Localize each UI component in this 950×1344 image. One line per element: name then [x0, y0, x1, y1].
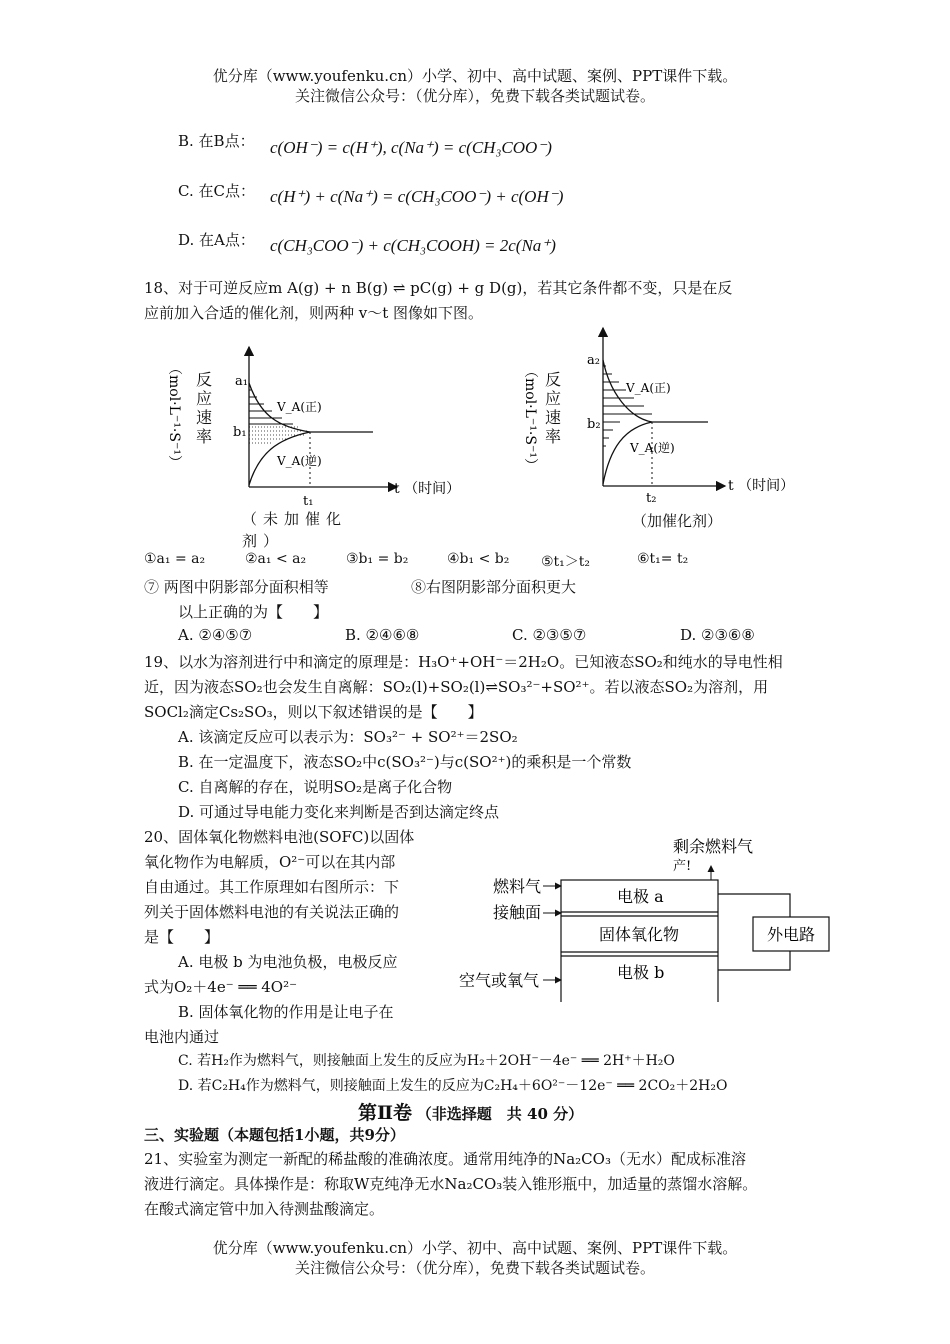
t2-label: t₂: [646, 491, 657, 506]
statement-4: ④b₁ < b₂: [447, 551, 510, 567]
q17-option-c-label: C. 在C点：: [178, 182, 255, 200]
q18-option-a: A. ②④⑤⑦: [178, 626, 253, 644]
t1-label: t₁: [303, 494, 314, 509]
q20-option-d: D. 若C₂H₄作为燃料气，则接触面上发生的反应为C₂H₄＋6O²⁻－12e⁻ ══ 2CO₂＋2H₂O: [178, 1078, 728, 1094]
q20-option-c: C. 若H₂作为燃料气，则接触面上发生的反应为H₂＋2OH⁻－4e⁻ ══ 2H⁺＋H₂O: [178, 1053, 675, 1069]
footer-line-2: 关注微信公众号：（优分库），免费下载各类试题试卷。: [294, 1259, 655, 1277]
q17-option-c-formula: c(H⁺) + c(Na⁺) = c(CH₃COO⁻) + c(OH⁻): [270, 187, 564, 206]
q19-stem-2: 近，因为液态SO₂也会发生自离解：SO₂(l)+SO₂(l)⇌SO₃²⁻+SO²⁺。若以液态SO₂为溶剂，用: [144, 678, 769, 696]
q18-prompt: 以上正确的为【 】: [178, 603, 329, 621]
q18-stem-line-2: 应前加入合适的催化剂，则两种 v～t 图像如下图。: [144, 304, 484, 322]
a2-label: a₂: [587, 353, 600, 368]
reverse-label: V_A(逆): [630, 441, 675, 455]
q19-option-c: C. 自离解的存在，说明SO₂是离子化合物: [178, 778, 453, 796]
left-caption: （未加催化剂）: [242, 510, 348, 550]
q20-stem-1: 20、固体氧化物燃料电池(SOFC)以固体: [144, 828, 415, 846]
x-axis-label: t （时间）: [394, 481, 461, 497]
footer-line-1: 优分库（www.youfenku.cn）小学、初中、高中试题、案例、PPT课件下载。: [212, 1239, 738, 1257]
a1-label: a₁: [235, 374, 248, 389]
electrode-a-label: 电极 a: [617, 887, 664, 906]
reverse-label: V_A(逆): [277, 454, 322, 468]
header-line-2: 关注微信公众号：（优分库），免费下载各类试题试卷。: [294, 87, 655, 105]
statement-7: ⑦ 两图中阴影部分面积相等: [144, 578, 329, 596]
chart-with-catalyst: [520, 322, 830, 512]
exhaust-label: 剩余燃料气: [673, 837, 754, 856]
solid-oxide-label: 固体氧化物: [599, 925, 680, 944]
q20-stem-5: 是【 】: [144, 928, 220, 946]
air-label: 空气或氧气: [459, 971, 540, 990]
q20-option-a-1: A. 电极 b 为电池负极，电极反应: [178, 953, 398, 971]
q17-option-d-formula: c(CH₃COO⁻) + c(CH₃COOH) = 2c(Na⁺): [270, 236, 556, 255]
q18-stem-line-1: 18、对于可逆反应m A(g) + n B(g) ⇌ pC(g) + g D(g)，若其它条件都不变，只是在反: [144, 279, 733, 297]
q21-line-1: 21、实验室为测定一新配的稀盐酸的准确浓度。通常用纯净的Na₂CO₃（无水）配成标准溶: [144, 1150, 746, 1168]
right-caption: （加催化剂）: [632, 512, 723, 530]
statement-3: ③b₁ = b₂: [346, 551, 409, 567]
interface-label: 接触面: [493, 903, 542, 922]
part2-subtitle: （非选择题 共 40 分）: [416, 1105, 584, 1123]
q19-option-b: B. 在一定温度下，液态SO₂中c(SO₃²⁻)与c(SO²⁺)的乘积是一个常数: [178, 753, 632, 771]
external-circuit-label: 外电路: [767, 925, 816, 944]
q18-option-c: C. ②③⑤⑦: [512, 626, 587, 644]
forward-label: V_A(正): [626, 381, 671, 395]
header-line-1: 优分库（www.youfenku.cn）小学、初中、高中试题、案例、PPT课件下载。: [212, 67, 738, 85]
q17-option-d-label: D. 在A点：: [178, 231, 255, 249]
statement-8: ⑧右图阴影部分面积更大: [411, 578, 577, 596]
q20-option-b-1: B. 固体氧化物的作用是让电子在: [178, 1003, 394, 1021]
q20-stem-2: 氧化物作为电解质，O²⁻可以在其内部: [144, 853, 396, 871]
q18-option-b: B. ②④⑥⑧: [345, 626, 420, 644]
forward-label: V_A(正): [277, 400, 322, 414]
x-axis-label: t （时间）: [728, 478, 795, 494]
statement-6: ⑥t₁= t₂: [637, 551, 689, 567]
right-ylabel: 反应速率: [545, 370, 562, 446]
part2-title: 第Ⅱ卷: [358, 1102, 413, 1124]
y-unit-label: （mol·L⁻¹·S⁻¹）: [522, 364, 538, 472]
statement-5: ⑤t₁＞t₂: [541, 554, 591, 570]
left-ylabel: 反应速率: [196, 370, 213, 446]
q20-option-b-2: 电池内通过: [144, 1028, 220, 1046]
q17-option-b-label: B. 在B点：: [178, 132, 255, 150]
q20-stem-3: 自由通过。其工作原理如右图所示：下: [144, 878, 400, 896]
q19-stem-3: SOCl₂滴定Cs₂SO₃，则以下叙述错误的是【 】: [144, 703, 483, 721]
y-unit-label: （mol·L⁻¹·S⁻¹）: [166, 361, 182, 469]
electrode-b-label: 电极 b: [617, 963, 665, 982]
statement-2: ②a₁ < a₂: [245, 551, 307, 567]
q20-option-a-2: 式为O₂＋4e⁻ ══ 4O²⁻: [144, 978, 298, 996]
q18-option-d: D. ②③⑥⑧: [680, 626, 755, 644]
q19-option-a: A. 该滴定反应可以表示为：SO₃²⁻ + SO²⁺＝2SO₂: [178, 728, 518, 746]
q17-option-b-formula: c(OH⁻) = c(H⁺), c(Na⁺) = c(CH₃COO⁻): [270, 138, 552, 157]
b1-label: b₁: [233, 425, 247, 440]
q21-line-3: 在酸式滴定管中加入待测盐酸滴定。: [144, 1200, 385, 1218]
section-three-heading: 三、实验题（本题包括1小题，共9分）: [144, 1126, 405, 1144]
q21-line-2: 液进行滴定。具体操作是：称取W克纯净无水Na₂CO₃装入锥形瓶中，加适量的蒸馏水溶解。: [144, 1175, 758, 1193]
fuel-cell-diagram: [455, 830, 840, 1002]
q19-stem-1: 19、以水为溶剂进行中和滴定的原理是：H₃O⁺+OH⁻＝2H₂O。已知液态SO₂和纯水的导电性相: [144, 653, 783, 671]
statement-1: ①a₁ = a₂: [144, 551, 206, 567]
b2-label: b₂: [587, 417, 601, 432]
exhaust-label-2: 产!: [673, 859, 692, 874]
fuel-label: 燃料气: [493, 877, 542, 896]
q19-option-d: D. 可通过导电能力变化来判断是否到达滴定终点: [178, 803, 500, 821]
q20-stem-4: 列关于固体燃料电池的有关说法正确的: [144, 903, 400, 921]
